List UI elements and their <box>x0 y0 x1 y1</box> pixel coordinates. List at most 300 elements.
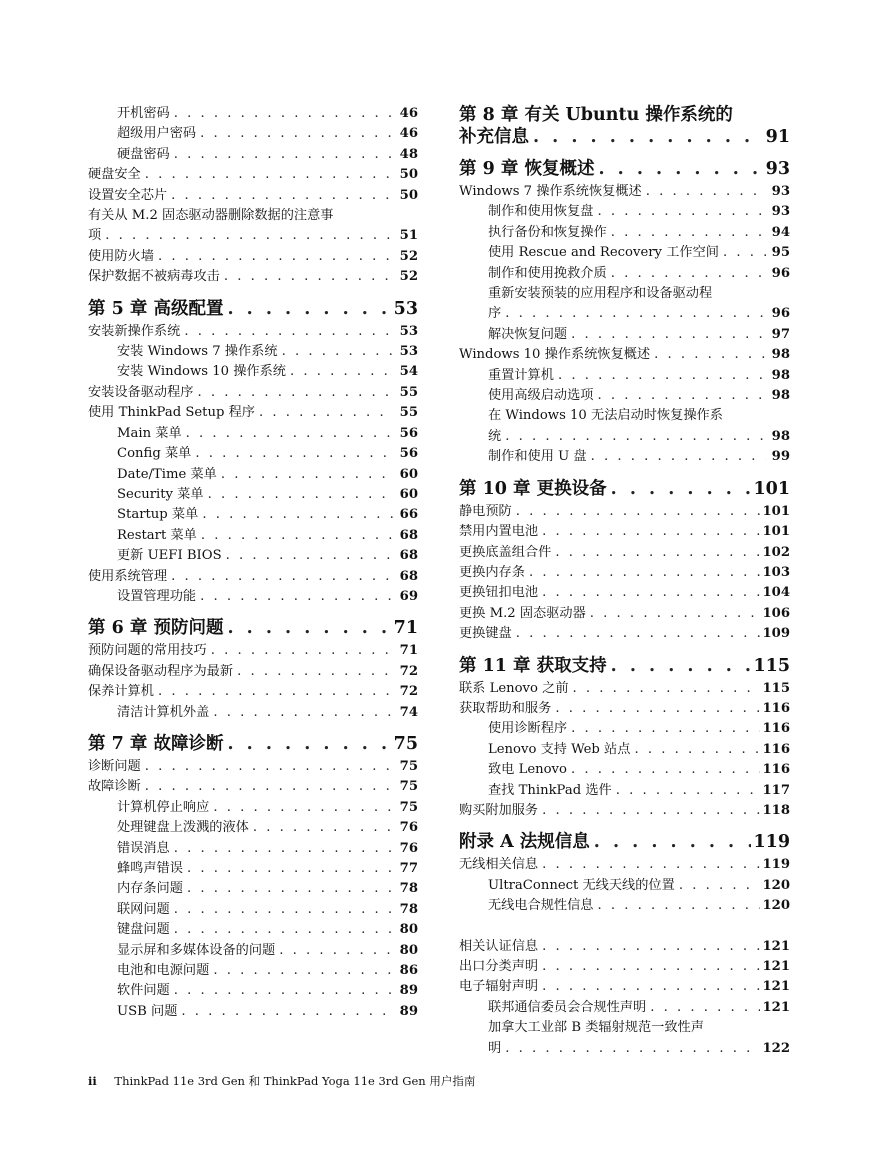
toc-entry-row <box>117 900 418 920</box>
toc-subsection-entry[interactable] <box>459 243 790 263</box>
toc-leader-dots <box>598 386 767 406</box>
toc-page-number: 109 <box>762 626 790 642</box>
toc-leader-dots <box>174 839 394 859</box>
toc-page-number: 55 <box>399 384 418 400</box>
toc-entry-title: USB 问题 <box>117 1003 178 1019</box>
toc-entry-row <box>488 760 790 780</box>
toc-entry-row <box>117 526 418 546</box>
toc-entry-row <box>117 587 418 607</box>
toc-entry-title: 第 10 章 更换设备 <box>459 478 607 499</box>
toc-entry-title: 附录 A 法规信息 <box>459 832 590 853</box>
toc-section-entry[interactable] <box>459 679 790 699</box>
toc-subsection-entry[interactable] <box>88 920 418 940</box>
toc-subsection-entry[interactable] <box>88 362 418 382</box>
toc-entry-row <box>488 876 790 896</box>
toc-subsection-entry[interactable] <box>459 896 790 916</box>
toc-section-entry[interactable] <box>88 757 418 777</box>
toc-entry-row <box>459 801 790 821</box>
toc-entry-title: Restart 菜单 <box>117 527 197 543</box>
toc-entry-title: 内存条问题 <box>117 881 183 897</box>
toc-subsection-entry[interactable] <box>459 386 790 406</box>
toc-page-number: 48 <box>399 146 418 162</box>
toc-subsection-entry[interactable] <box>88 818 418 838</box>
toc-leader-dots <box>145 777 394 797</box>
toc-entry-title-line1: 重新安装预装的应用程序和设备驱动程 <box>488 286 713 302</box>
toc-page-number: 102 <box>762 544 790 560</box>
toc-page-number: 91 <box>765 127 790 147</box>
toc-entry-row <box>117 981 418 1001</box>
toc-entry-row <box>459 158 790 180</box>
toc-entry-title: 执行备份和恢复操作 <box>488 224 607 240</box>
toc-section-entry[interactable] <box>88 165 418 185</box>
toc-entry-row <box>117 798 418 818</box>
toc-entry-title: 制作和使用恢复盘 <box>488 204 594 220</box>
toc-entry-title: 设置管理功能 <box>117 588 197 604</box>
toc-page-number: 98 <box>771 367 790 383</box>
toc-subsection-entry[interactable] <box>88 485 418 505</box>
toc-page-number: 71 <box>393 618 418 639</box>
toc-page-number: 96 <box>771 306 790 322</box>
toc-page-number: 77 <box>399 861 418 876</box>
toc-entry-title-line1: 有关从 M.2 固态驱动器删除数据的注意事 <box>88 208 334 224</box>
toc-entry-title: 确保设备驱动程序为最新 <box>88 663 234 679</box>
toc-subsection-entry[interactable] <box>459 998 790 1018</box>
toc-page-number: 118 <box>762 802 790 818</box>
toc-entry-title: 更换键盘 <box>459 626 512 642</box>
toc-right-column <box>459 104 790 1059</box>
toc-chapter-heading[interactable] <box>459 104 790 148</box>
toc-page-number: 98 <box>771 388 790 404</box>
toc-section-entry[interactable] <box>459 522 790 542</box>
toc-subsection-entry[interactable] <box>88 444 418 464</box>
toc-leader-dots <box>591 447 766 467</box>
toc-entry-title: 软件问题 <box>117 983 170 999</box>
toc-entry-row <box>117 1002 418 1022</box>
toc-subsection-entry[interactable] <box>459 1018 790 1059</box>
toc-subsection-entry[interactable] <box>459 781 790 801</box>
toc-entry-title: 使用高级启动选项 <box>488 388 594 404</box>
toc-page-number: 93 <box>765 159 790 179</box>
toc-entry-title: 电子辐射声明 <box>459 979 539 995</box>
toc-section-entry[interactable] <box>459 801 790 821</box>
toc-entry-title: Main 菜单 <box>117 425 182 441</box>
toc-page-number: 106 <box>762 605 790 621</box>
toc-section-entry[interactable] <box>88 682 418 702</box>
toc-entry-row <box>88 403 418 423</box>
toc-section-entry[interactable] <box>88 567 418 587</box>
toc-leader-dots <box>259 403 394 423</box>
toc-subsection-entry[interactable] <box>88 961 418 981</box>
toc-entry-title: 序 <box>488 306 502 322</box>
toc-leader-dots <box>171 186 394 206</box>
toc-page-number: 52 <box>399 269 418 285</box>
toc-entry-title: 安装 Windows 10 操作系统 <box>117 364 286 380</box>
toc-page-number: 75 <box>399 758 418 774</box>
toc-leader-dots <box>213 703 394 723</box>
toc-entry-title: 统 <box>488 428 502 444</box>
toc-leader-dots <box>187 879 394 899</box>
toc-leader-dots <box>198 383 395 403</box>
toc-leader-dots <box>650 998 760 1018</box>
toc-subsection-entry[interactable] <box>88 124 418 144</box>
toc-subsection-entry[interactable] <box>88 941 418 961</box>
toc-entry-title: 第 9 章 恢复概述 <box>459 159 595 179</box>
toc-entry-title: 第 6 章 预防问题 <box>88 618 224 639</box>
toc-leader-dots <box>208 485 394 505</box>
toc-leader-dots <box>611 264 766 284</box>
toc-leader-dots <box>558 366 766 386</box>
toc-section-entry[interactable] <box>459 957 790 977</box>
toc-leader-dots <box>174 145 394 165</box>
toc-page-number: 89 <box>399 983 418 999</box>
toc-entry-row <box>88 777 418 797</box>
toc-leader-dots <box>590 604 761 624</box>
toc-page-number: 72 <box>399 663 418 679</box>
toc-subsection-entry[interactable] <box>88 424 418 444</box>
toc-entry-title-line1: 加拿大工业部 B 类辐射规范一致性声 <box>488 1020 704 1036</box>
toc-chapter-heading[interactable] <box>88 298 418 320</box>
toc-leader-dots <box>505 427 766 447</box>
toc-spacer <box>459 917 790 937</box>
toc-entry-title: Date/Time 菜单 <box>117 466 217 482</box>
toc-subsection-entry[interactable] <box>459 876 790 896</box>
toc-entry-title: 使用防火墙 <box>88 248 154 264</box>
toc-section-entry[interactable] <box>459 583 790 603</box>
toc-chapter-heading[interactable] <box>459 478 790 500</box>
toc-subsection-entry[interactable] <box>88 900 418 920</box>
toc-entry-title: 更换内存条 <box>459 564 525 580</box>
toc-leader-dots <box>723 243 766 263</box>
toc-leader-dots <box>181 1002 394 1022</box>
toc-subsection-entry[interactable] <box>459 406 790 447</box>
toc-section-entry[interactable] <box>88 247 418 267</box>
toc-page-number: 52 <box>399 248 418 264</box>
toc-section-entry[interactable] <box>88 267 418 287</box>
toc-leader-dots <box>533 126 758 148</box>
toc-page-number: 50 <box>399 167 418 183</box>
toc-leader-dots <box>611 223 766 243</box>
toc-entry-row <box>117 859 418 879</box>
toc-section-entry[interactable] <box>88 777 418 797</box>
toc-leader-dots <box>174 900 394 920</box>
toc-leader-dots <box>555 699 760 719</box>
toc-entry-title: 使用 ThinkPad Setup 程序 <box>88 405 255 421</box>
toc-entry-row <box>117 362 418 382</box>
toc-subsection-entry[interactable] <box>88 465 418 485</box>
toc-subsection-entry[interactable] <box>88 546 418 566</box>
toc-page-number: 56 <box>399 425 418 441</box>
toc-chapter-heading[interactable] <box>459 655 790 677</box>
toc-entry-title: 第 11 章 获取支持 <box>459 655 607 676</box>
toc-entry-row <box>459 604 790 624</box>
toc-entry-title: Startup 菜单 <box>117 507 199 523</box>
toc-entry-title: 无线电合规性信息 <box>488 898 594 914</box>
toc-chapter-heading[interactable] <box>459 158 790 180</box>
toc-entry-title: 显示屏和多媒体设备的问题 <box>117 942 276 958</box>
toc-section-entry[interactable] <box>459 624 790 644</box>
toc-leader-dots <box>611 655 752 677</box>
toc-entry-title: Windows 10 操作系统恢复概述 <box>459 347 651 363</box>
toc-entry-title: 第 7 章 故障诊断 <box>88 733 224 754</box>
toc-entry-row <box>117 485 418 505</box>
toc-page-number: 116 <box>762 741 790 757</box>
toc-page-number: 54 <box>399 364 418 380</box>
toc-entry-row <box>459 345 790 365</box>
toc-page-number: 101 <box>753 478 790 499</box>
toc-entry-title: 更换钮扣电池 <box>459 585 539 601</box>
toc-page-number: 93 <box>771 184 790 199</box>
toc-section-entry[interactable] <box>459 563 790 583</box>
toc-subsection-entry[interactable] <box>459 740 790 760</box>
toc-leader-dots <box>174 920 394 940</box>
toc-page-number: 93 <box>771 204 790 220</box>
toc-entry-row <box>88 247 418 267</box>
toc-entry-title: 安装 Windows 7 操作系统 <box>117 344 278 360</box>
toc-leader-dots <box>200 587 394 607</box>
toc-entry-title: 购买附加服务 <box>459 802 539 818</box>
toc-subsection-entry[interactable] <box>459 366 790 386</box>
toc-leader-dots <box>202 505 394 525</box>
toc-leader-dots <box>598 896 761 916</box>
toc-subsection-entry[interactable] <box>88 505 418 525</box>
toc-chapter-heading[interactable] <box>88 733 418 755</box>
toc-section-entry[interactable] <box>459 977 790 997</box>
toc-entry-row <box>117 505 418 525</box>
toc-entry-row <box>459 957 790 977</box>
toc-entry-row <box>459 977 790 997</box>
toc-page-number: 72 <box>399 684 418 700</box>
toc-entry-row <box>117 961 418 981</box>
toc-page-number: 97 <box>771 326 790 342</box>
toc-page-number: 115 <box>762 680 790 696</box>
toc-subsection-entry[interactable] <box>88 104 418 124</box>
toc-section-entry[interactable] <box>459 182 790 202</box>
toc-leader-dots <box>571 719 760 739</box>
toc-leader-dots <box>174 104 394 124</box>
toc-entry-row <box>488 719 790 739</box>
toc-leader-dots <box>221 465 394 485</box>
toc-subsection-entry[interactable] <box>88 798 418 818</box>
toc-subsection-entry[interactable] <box>459 223 790 243</box>
toc-entry-row <box>488 304 790 324</box>
toc-entry-row <box>459 182 790 202</box>
toc-entry-title: 查找 ThinkPad 选件 <box>488 782 612 798</box>
toc-page-number: 98 <box>771 347 790 363</box>
toc-leader-dots <box>158 247 394 267</box>
toc-leader-dots <box>282 342 394 362</box>
toc-entry-row <box>488 223 790 243</box>
toc-entry-title: 致电 Lenovo <box>488 762 567 778</box>
toc-subsection-entry[interactable] <box>459 284 790 325</box>
toc-entry-title: 更换底盖组合件 <box>459 544 552 560</box>
toc-section-entry[interactable] <box>459 604 790 624</box>
toc-entry-row <box>488 386 790 406</box>
toc-section-entry[interactable] <box>459 502 790 522</box>
toc-subsection-entry[interactable] <box>88 1002 418 1022</box>
toc-page-number: 94 <box>771 224 790 240</box>
toc-section-entry[interactable] <box>459 855 790 875</box>
toc-subsection-entry[interactable] <box>459 760 790 780</box>
toc-chapter-heading[interactable] <box>459 831 790 853</box>
toc-entry-row <box>488 998 790 1018</box>
toc-leader-dots <box>201 526 394 546</box>
toc-leader-dots <box>158 682 394 702</box>
toc-leader-dots <box>529 563 761 583</box>
toc-section-entry[interactable] <box>88 186 418 206</box>
toc-leader-dots <box>505 1039 760 1059</box>
toc-page-number: 75 <box>399 779 418 795</box>
toc-section-entry[interactable] <box>88 383 418 403</box>
toc-leader-dots <box>186 424 394 444</box>
toc-entry-title: 电池和电源问题 <box>117 963 210 979</box>
toc-subsection-entry[interactable] <box>459 719 790 739</box>
toc-entry-title: 错误消息 <box>117 840 170 856</box>
toc-page-number: 46 <box>399 126 418 142</box>
toc-leader-dots <box>679 876 761 896</box>
toc-page-number: 121 <box>762 938 790 954</box>
toc-entry-title: 硬盘安全 <box>88 167 141 183</box>
toc-leader-dots <box>505 304 766 324</box>
toc-leader-dots <box>184 322 394 342</box>
toc-page-number: 75 <box>399 799 418 815</box>
toc-entry-title: 保养计算机 <box>88 684 154 700</box>
toc-entry-title: 联系 Lenovo 之前 <box>459 680 569 696</box>
toc-entry-title: 使用诊断程序 <box>488 721 568 737</box>
toc-entry-row <box>117 424 418 444</box>
toc-page-number: 78 <box>399 881 418 897</box>
toc-entry-row <box>117 342 418 362</box>
toc-entry-title: 获取帮助和服务 <box>459 700 552 716</box>
toc-subsection-entry[interactable] <box>459 325 790 345</box>
toc-section-entry[interactable] <box>88 206 418 247</box>
toc-page-number: 104 <box>762 585 790 601</box>
toc-subsection-entry[interactable] <box>88 145 418 165</box>
toc-leader-dots <box>555 543 760 563</box>
toc-leader-dots <box>211 641 394 661</box>
toc-section-entry[interactable] <box>459 543 790 563</box>
toc-entry-title: 相关认证信息 <box>459 938 539 954</box>
toc-entry-title: 计算机停止响应 <box>117 799 210 815</box>
toc-subsection-entry[interactable] <box>88 342 418 362</box>
toc-entry-title: 项 <box>88 228 102 244</box>
toc-entry-row <box>488 781 790 801</box>
toc-entry-row <box>88 617 418 639</box>
toc-subsection-entry[interactable] <box>88 587 418 607</box>
toc-page-number: 51 <box>399 228 418 244</box>
toc-entry-title: 设置安全芯片 <box>88 187 168 203</box>
toc-section-entry[interactable] <box>459 345 790 365</box>
toc-leader-dots <box>226 546 394 566</box>
toc-subsection-entry[interactable] <box>459 447 790 467</box>
toc-subsection-entry[interactable] <box>459 202 790 222</box>
toc-entry-row <box>459 679 790 699</box>
toc-leader-dots <box>571 760 761 780</box>
toc-page-number: 115 <box>753 655 790 676</box>
toc-entry-row <box>459 563 790 583</box>
toc-page-number: 75 <box>393 733 418 754</box>
toc-entry-title: 第 5 章 高级配置 <box>88 298 224 319</box>
toc-entry-row <box>488 427 790 447</box>
toc-leader-dots <box>290 362 394 382</box>
toc-entry-title: Config 菜单 <box>117 446 192 462</box>
toc-page-number: 96 <box>771 265 790 281</box>
toc-entry-title: 处理键盘上泼溅的液体 <box>117 820 249 836</box>
toc-entry-row <box>459 699 790 719</box>
toc-entry-row <box>459 502 790 522</box>
toc-chapter-heading[interactable] <box>88 617 418 639</box>
toc-subsection-entry[interactable] <box>88 703 418 723</box>
toc-subsection-entry[interactable] <box>88 839 418 859</box>
toc-page-number: 56 <box>399 446 418 462</box>
toc-section-entry[interactable] <box>459 937 790 957</box>
toc-leader-dots <box>646 182 766 202</box>
toc-entry-row <box>88 226 418 246</box>
toc-leader-dots <box>224 267 394 287</box>
toc-page-number: 78 <box>399 901 418 917</box>
toc-entry-row <box>459 855 790 875</box>
toc-entry-title: 联邦通信委员会合规性声明 <box>488 999 647 1015</box>
toc-leader-dots <box>105 226 394 246</box>
toc-entry-title: 安装设备驱动程序 <box>88 384 194 400</box>
toc-entry-title: 诊断问题 <box>88 758 141 774</box>
toc-section-entry[interactable] <box>88 322 418 342</box>
toc-entry-row <box>88 298 418 320</box>
toc-page-number: 117 <box>762 782 790 798</box>
toc-entry-title: 使用系统管理 <box>88 568 168 584</box>
toc-leader-dots <box>542 801 760 821</box>
toc-leader-dots <box>145 757 394 777</box>
toc-subsection-entry[interactable] <box>88 859 418 879</box>
toc-entry-row <box>459 583 790 603</box>
toc-subsection-entry[interactable] <box>88 526 418 546</box>
toc-page-number: 68 <box>399 527 418 543</box>
toc-subsection-entry[interactable] <box>88 981 418 1001</box>
toc-leader-dots <box>542 977 760 997</box>
footer-document-title: ThinkPad 11e 3rd Gen 和 ThinkPad Yoga 11e 3rd Gen 用户指南 <box>114 1074 476 1088</box>
toc-entry-row <box>488 325 790 345</box>
toc-section-entry[interactable] <box>88 641 418 661</box>
toc-page-number: 120 <box>762 877 790 893</box>
toc-entry-row <box>117 839 418 859</box>
toc-entry-title: 静电预防 <box>459 503 512 519</box>
toc-page-number: 60 <box>399 486 418 502</box>
toc-entry-title: 硬盘密码 <box>117 146 170 162</box>
toc-leader-dots <box>187 859 394 879</box>
toc-page-number: 68 <box>399 568 418 584</box>
toc-entry-title: 明 <box>488 1040 502 1056</box>
toc-section-entry[interactable] <box>88 662 418 682</box>
toc-page-number: 119 <box>753 832 790 853</box>
toc-leader-dots <box>542 937 760 957</box>
toc-entry-row <box>88 757 418 777</box>
toc-leader-dots <box>195 444 394 464</box>
toc-page-number: 55 <box>399 405 418 421</box>
toc-entry-title: 制作和使用挽救介质 <box>488 265 607 281</box>
toc-entry-row <box>88 267 418 287</box>
toc-leader-dots <box>227 298 386 320</box>
toc-entry-row <box>88 641 418 661</box>
toc-subsection-entry[interactable] <box>88 879 418 899</box>
toc-page-number: 89 <box>399 1003 418 1019</box>
toc-entry-title: 蜂鸣声错误 <box>117 861 183 876</box>
toc-section-entry[interactable] <box>459 699 790 719</box>
toc-page-number: 53 <box>399 344 418 360</box>
toc-section-entry[interactable] <box>88 403 418 423</box>
toc-entry-title: 补充信息 <box>459 127 529 147</box>
toc-entry-title: 制作和使用 U 盘 <box>488 449 587 465</box>
toc-leader-dots <box>542 583 760 603</box>
toc-subsection-entry[interactable] <box>459 264 790 284</box>
